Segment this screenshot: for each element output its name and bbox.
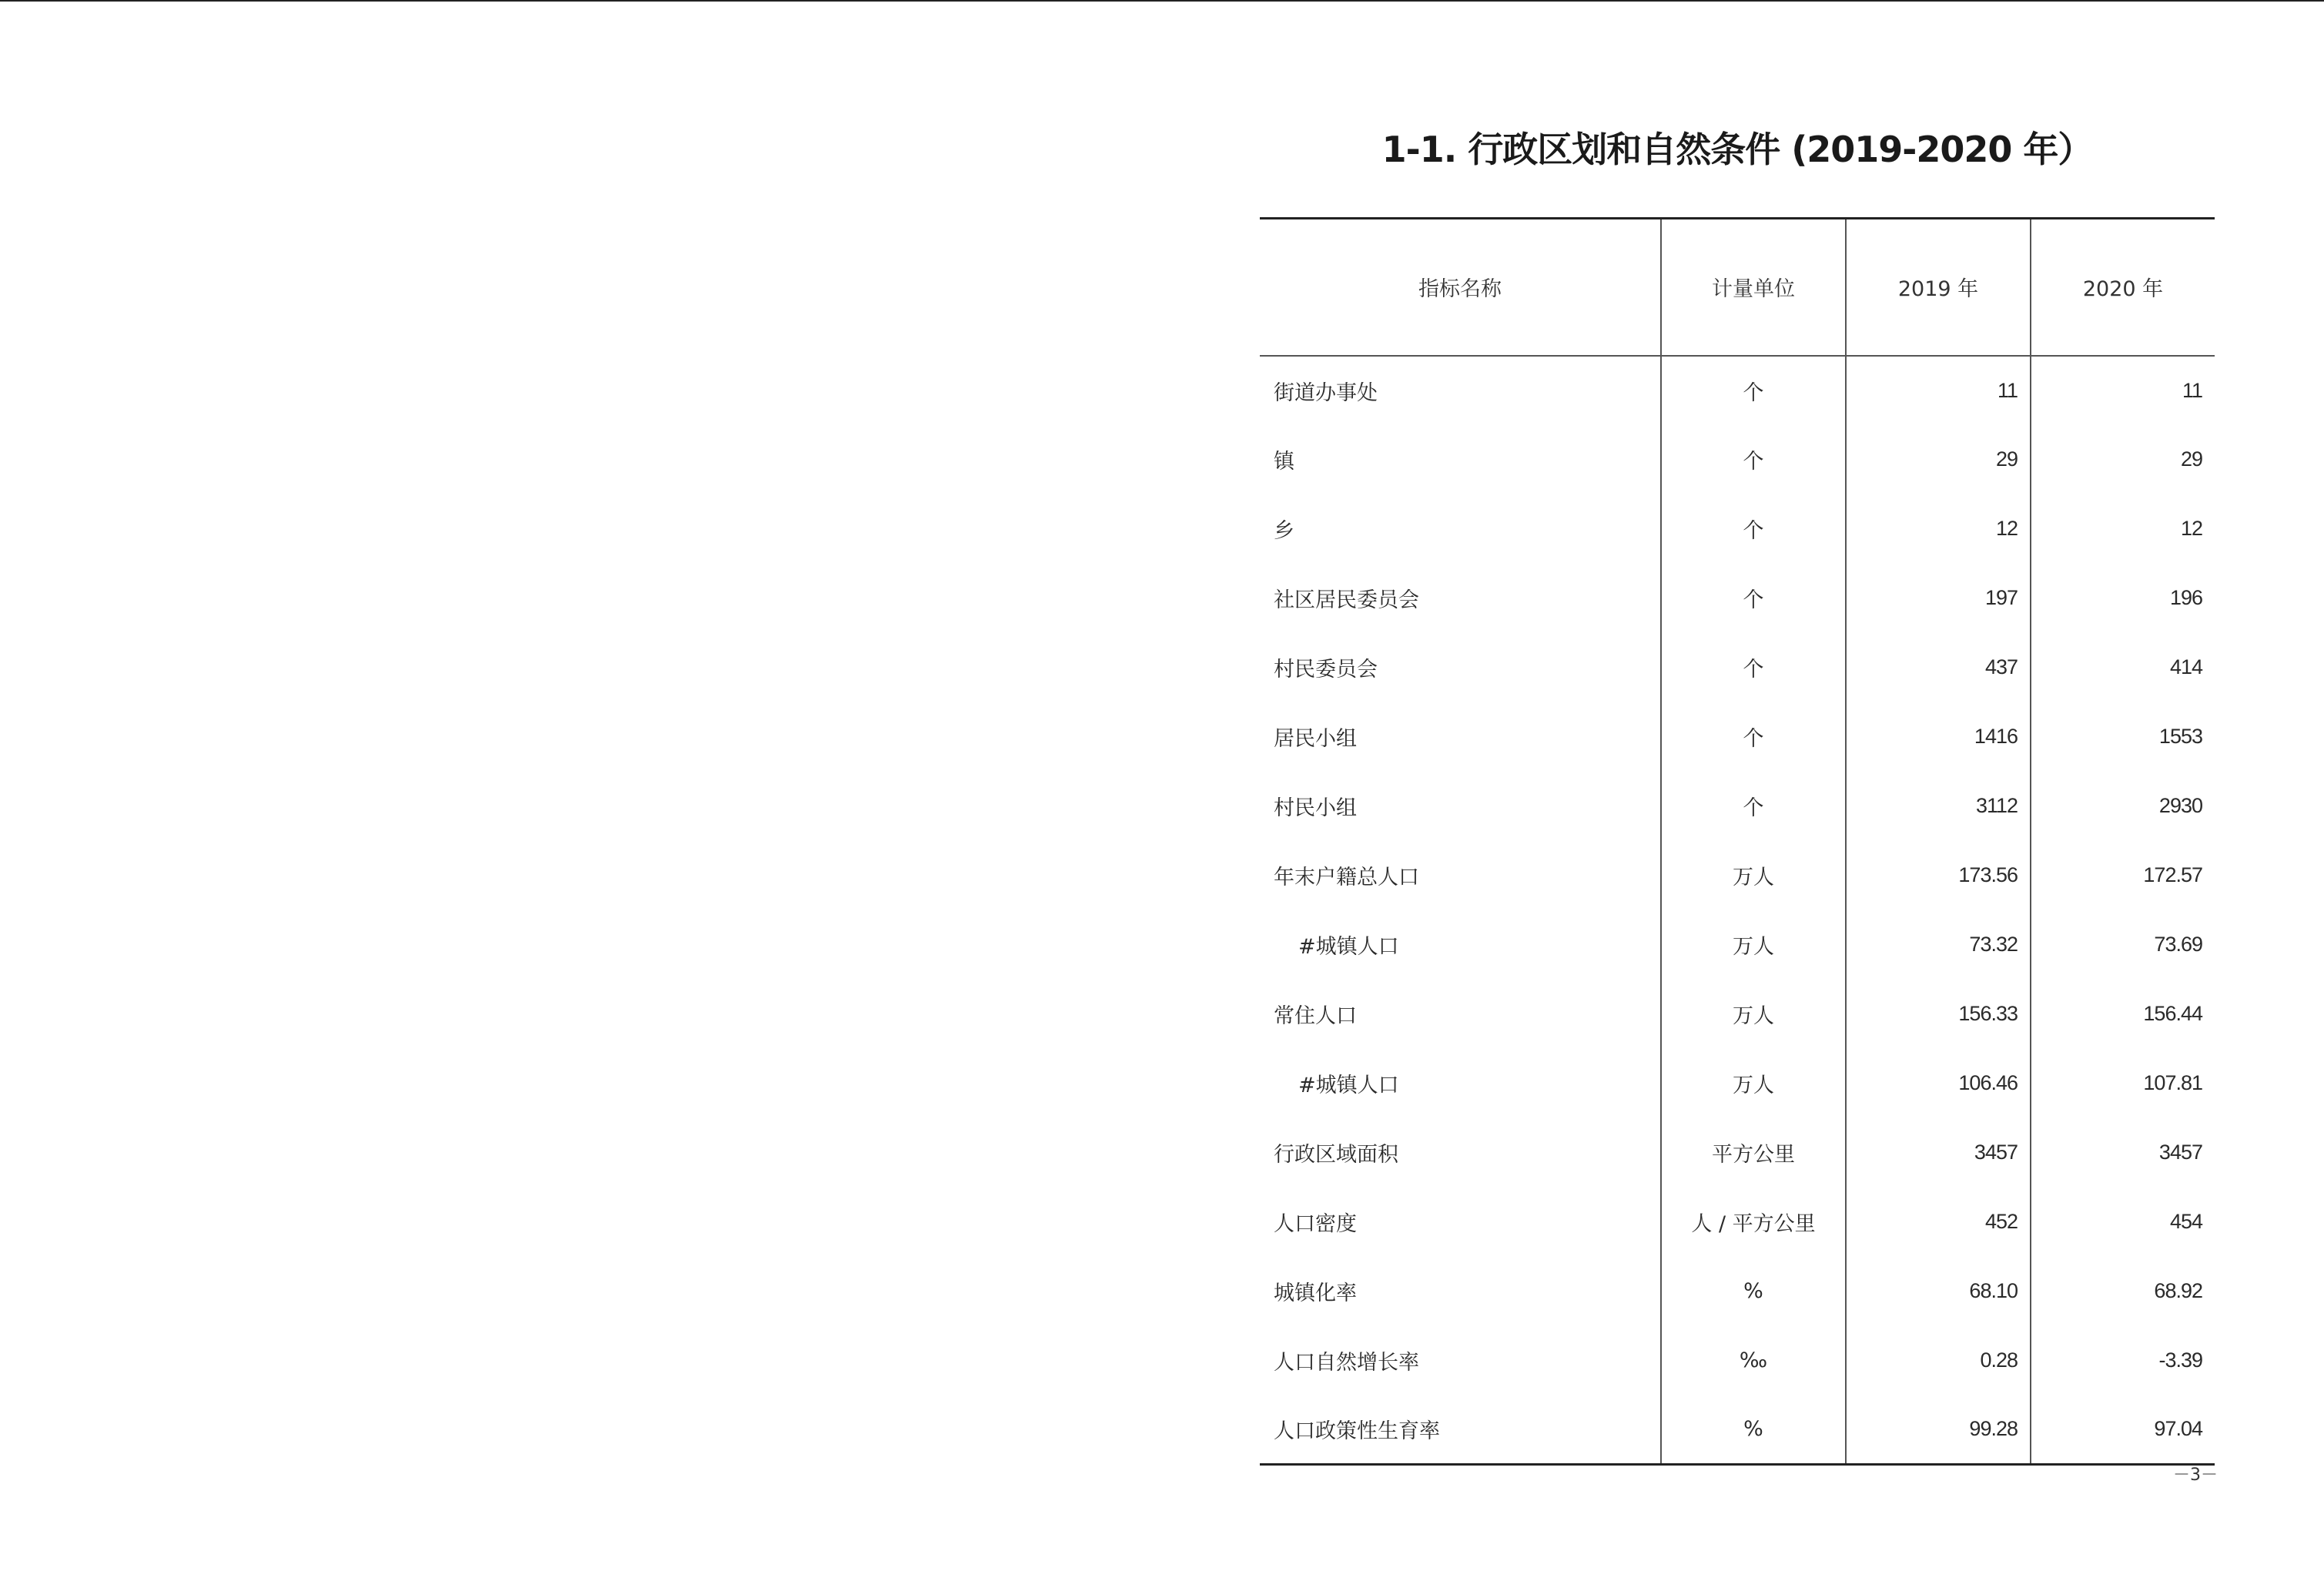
header-year-2020: 2020 年 [2031, 219, 2215, 356]
value-2020-cell: 414 [2031, 633, 2215, 702]
value-2020-cell: 172.57 [2031, 841, 2215, 910]
header-year-2019: 2019 年 [1846, 219, 2031, 356]
value-2019-cell: 68.10 [1846, 1257, 2031, 1326]
indicator-name-cell: 村民小组 [1274, 796, 1357, 820]
table-row [1260, 702, 2215, 772]
unit-cell: 个 [1661, 702, 1846, 772]
value-2020-cell: 454 [2031, 1188, 2215, 1257]
value-2019-cell: 3457 [1846, 1118, 2031, 1188]
value-2019-cell: 106.46 [1846, 1049, 2031, 1118]
table-row [1260, 1188, 2215, 1257]
indicator-name-cell: #城镇人口 [1298, 935, 1399, 959]
unit-cell: 万人 [1661, 910, 1846, 980]
unit-cell: 个 [1661, 494, 1846, 564]
indicator-name-cell: 行政区域面积 [1274, 1143, 1398, 1167]
table-row [1260, 356, 2215, 425]
unit-cell: 个 [1661, 356, 1846, 425]
value-2020-cell: 3457 [2031, 1118, 2215, 1188]
indicator-name-cell: 镇 [1274, 450, 1294, 474]
statistics-table [1260, 217, 2215, 1466]
value-2020-cell: 107.81 [2031, 1049, 2215, 1118]
value-2020-cell: 29 [2031, 425, 2215, 494]
unit-cell: 个 [1661, 772, 1846, 841]
value-2020-cell: 11 [2031, 356, 2215, 425]
value-2019-cell: 11 [1846, 356, 2031, 425]
indicator-name-cell: 人口密度 [1274, 1212, 1357, 1236]
value-2019-cell: 3112 [1846, 772, 2031, 841]
value-2019-cell: 73.32 [1846, 910, 2031, 980]
value-2020-cell: 73.69 [2031, 910, 2215, 980]
indicator-name-cell: 街道办事处 [1274, 380, 1378, 405]
value-2019-cell: 0.28 [1846, 1326, 2031, 1395]
value-2020-cell: 68.92 [2031, 1257, 2215, 1326]
indicator-name-cell: 人口自然增长率 [1274, 1351, 1419, 1375]
table-row [1260, 1326, 2215, 1395]
value-2019-cell: 156.33 [1846, 980, 2031, 1049]
value-2020-cell: 196 [2031, 564, 2215, 633]
value-2019-cell: 197 [1846, 564, 2031, 633]
table-row [1260, 564, 2215, 633]
unit-cell: 个 [1661, 633, 1846, 702]
value-2019-cell: 29 [1846, 425, 2031, 494]
indicator-name-cell: 社区居民委员会 [1274, 588, 1419, 612]
indicator-name-cell: 城镇化率 [1274, 1281, 1357, 1305]
value-2019-cell: 1416 [1846, 702, 2031, 772]
unit-cell: % [1661, 1395, 1846, 1465]
value-2020-cell: 97.04 [2031, 1395, 2215, 1465]
unit-cell: 人 / 平方公里 [1661, 1188, 1846, 1257]
value-2020-cell: 156.44 [2031, 980, 2215, 1049]
header-indicator-name: 指标名称 [1260, 219, 1661, 356]
value-2019-cell: 452 [1846, 1188, 2031, 1257]
unit-cell: 个 [1661, 425, 1846, 494]
indicator-name-cell: 常住人口 [1274, 1004, 1357, 1028]
value-2019-cell: 99.28 [1846, 1395, 2031, 1465]
indicator-name-cell: 人口政策性生育率 [1260, 1395, 1661, 1465]
page-number: －3－ [2173, 1466, 2218, 1485]
table-row [1260, 1395, 2215, 1465]
value-2019-cell: 173.56 [1846, 841, 2031, 910]
unit-cell: % [1661, 1257, 1846, 1326]
indicator-name-cell: 居民小组 [1274, 727, 1357, 751]
unit-cell: 平方公里 [1661, 1118, 1846, 1188]
table-row [1260, 1118, 2215, 1188]
table-body [1260, 356, 2215, 1465]
table-row [1260, 1049, 2215, 1118]
indicator-name-cell: 村民委员会 [1274, 658, 1378, 682]
value-2020-cell: 2930 [2031, 772, 2215, 841]
table-header-row [1260, 219, 2215, 356]
value-2019-cell: 437 [1846, 633, 2031, 702]
header-unit: 计量单位 [1661, 219, 1846, 356]
unit-cell: ‰ [1661, 1326, 1846, 1395]
table-row [1260, 772, 2215, 841]
indicator-name-cell: 乡 [1274, 519, 1294, 543]
page-title: 1-1. 行政区划和自然条件 (2019-2020 年） [1381, 129, 2093, 170]
value-2019-cell: 12 [1846, 494, 2031, 564]
table-row [1260, 1257, 2215, 1326]
unit-cell: 万人 [1661, 841, 1846, 910]
indicator-name-cell: #城镇人口 [1298, 1074, 1399, 1097]
table-row [1260, 494, 2215, 564]
value-2020-cell: 1553 [2031, 702, 2215, 772]
indicator-name-cell: 年末户籍总人口 [1274, 866, 1419, 889]
unit-cell: 个 [1661, 564, 1846, 633]
table-row [1260, 910, 2215, 980]
table-row [1260, 980, 2215, 1049]
value-2020-cell: -3.39 [2031, 1326, 2215, 1395]
value-2020-cell: 12 [2031, 494, 2215, 564]
table-row [1260, 633, 2215, 702]
table-row [1260, 841, 2215, 910]
unit-cell: 万人 [1661, 980, 1846, 1049]
unit-cell: 万人 [1661, 1049, 1846, 1118]
top-border-rule [0, 0, 2324, 2]
table-row [1260, 425, 2215, 494]
